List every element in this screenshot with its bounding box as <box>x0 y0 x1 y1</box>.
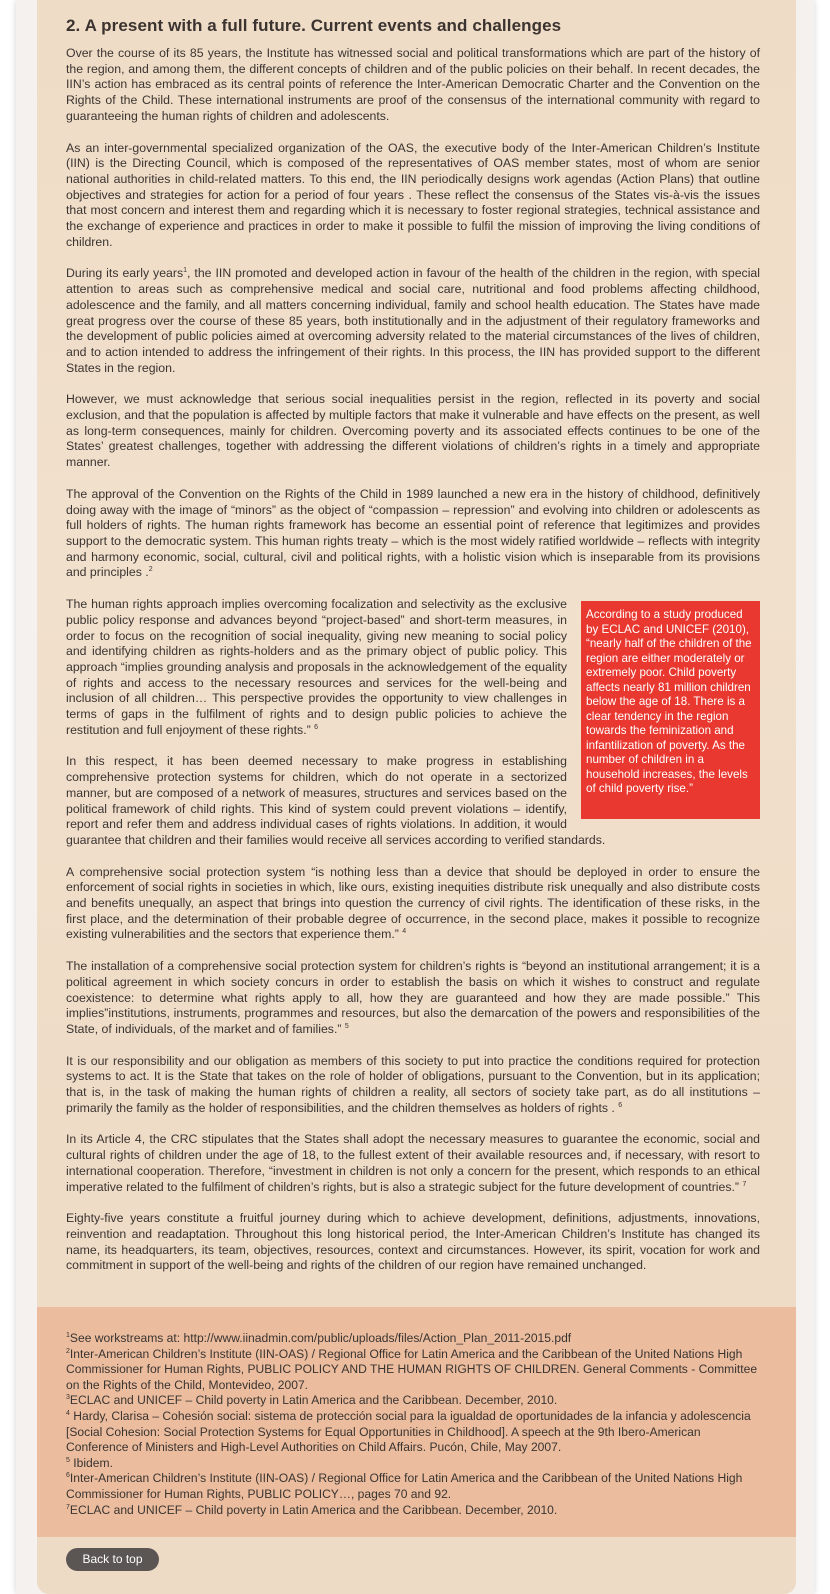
paragraph-3 <box>66 266 760 376</box>
footnote-5 <box>66 1456 760 1472</box>
footnote-6 <box>66 1471 760 1502</box>
paragraph-4: However, we must acknowledge that serious social inequalities persist in the region, reflected in its poverty and social exclusion, and that the population is affected by multiple factors that make it vulnerable and have effects on the present, as well as long-term consequences, mainly for children. Overcoming poverty and its associated effects continues to be one of the States’ greatest challenges, together with addressing the different violations of children’s rights in a timely and appropriate manner. <box>66 392 760 470</box>
footnote-ref-6a[interactable]: 6 <box>314 723 319 731</box>
footnote-ref-2[interactable]: 2 <box>148 566 153 574</box>
paragraph-11-text: In its Article 4, the CRC stipulates that the States shall adopt the necessary measures to guarantee the economic, social and cultural rights of children under the age of 18, to the fullest extent of their available resources and, if necessary, with resort to international cooperation. Therefore, “investment in children is not only a concern for the present, which responds to an ethical imperative related to the fulfilment of children’s rights, but is also a strategic subject for the future development of countries.” <box>66 1132 760 1194</box>
footnotes-panel <box>37 1307 796 1537</box>
footnote-text: See workstreams at: http://www.iinadmin.com/public/uploads/files/Action_Plan_2011-2015.pdf <box>69 1331 572 1345</box>
footnote-text: ECLAC and UNICEF – Child poverty in Latin America and the Caribbean. December, 2010. <box>69 1393 558 1408</box>
footnote-number: 1 <box>66 1331 70 1339</box>
footnote-4 <box>66 1409 760 1456</box>
paragraph-2: As an inter-governmental specialized organization of the OAS, the executive body of the Inter-American Children’s Institute (IIN) is the Directing Council, which is composed of the representatives of OAS member states, most of whom are senior national authorities in child-related matters. To this end, the IIN periodically designs work agendas (Action Plans) that outline objectives and strategies for action for a period of four years . These reflect the consensus of the States vis-à-vis the issues that most concern and interest them and regarding which it is necessary to foster regional strategies, technical assistance and the exchange of experience and practices in order to make it possible to fulfil the mission of improving the living conditions of children. <box>66 140 760 249</box>
footnote-ref-5[interactable]: 5 <box>344 1022 349 1030</box>
footnotes-list <box>66 1331 760 1518</box>
paragraph-11 <box>66 1132 760 1195</box>
paragraph-10 <box>66 1054 760 1117</box>
paragraph-7: In this respect, it has been deemed necessary to make progress in establishing comprehensive protection systems for children, which do not operate in a sectorized manner, but are composed of a network of measures, structures and services based on the political framework of child rights. This kind of system could prevent violations – identify, report and refer them and address individual cases of rights violations. In addition, it would guarantee that children and their families would receive all services according to verified standards. <box>66 754 606 847</box>
callout-text: According to a study produced by ECLAC and UNICEF (2010), “nearly half of the children of the region are either moderately or extremely poor. Child poverty affects nearly 81 million children below the age of 18. There is a clear tendency in the region towards the feminization and infantilization of poverty. As the number of children in a household increases, the levels of child poverty rise.” <box>586 608 752 796</box>
paragraph-9-text: The installation of a comprehensive social protection system for children’s rights is “beyond an institutional arrangement; it is a political agreement in which society concurs in order to establish the basis on which it wishes to construct and regulate coexistence: to determine what rights apply to all, how they are guaranteed and how they are made possible.” This implies”institutions, instruments, programmes and resources, but also the demarcation of the powers and responsibilities of the State, of individuals, of the market and of families.” <box>66 959 760 1036</box>
footnote-number: 4 <box>66 1409 70 1417</box>
footnote-3 <box>66 1393 760 1409</box>
footnote-2 <box>66 1347 760 1394</box>
footnote-ref-7[interactable]: 7 <box>742 1180 747 1188</box>
callout-box <box>581 601 760 819</box>
footnote-number: 6 <box>66 1472 70 1480</box>
footnote-number: 3 <box>66 1394 70 1402</box>
paragraph-5-text: The approval of the Convention on the Rights of the Child in 1989 launched a new era in the history of childhood, definitively doing away with the image of “minors” as the object of “compassion – repression” and evolving into children or adolescents as full holders of rights. The human rights framework has become an essential point of reference that legitimizes and provides support to the democratic system. This human rights treaty – which is the most widely ratified worldwide – reflects with integrity and harmony economic, social, cultural, civil and political rights, with a holistic vision which is inseparable from its provisions and principles . <box>66 486 760 580</box>
footnote-number: 2 <box>66 1347 70 1355</box>
paragraph-8-text: A comprehensive social protection system “is nothing less than a device that should be deployed in order to ensure the enforcement of social rights in societies in which, like ours, existing inequities distribute risk unequally and also distribute costs and benefits unequally, an aspect that brings into question the currency of civil rights. The identification of these risks, in the first place, and the determination of their probable degree of occurrence, in the second place, makes it possible to recognize existing vulnerabilities and the sectors that experience them.” <box>66 864 760 942</box>
footnote-text: ECLAC and UNICEF – Child poverty in Latin America and the Caribbean. December, 2010. <box>69 1502 558 1517</box>
paragraph-12: Eighty-five years constitute a fruitful journey during which to achieve development, definitions, adjustments, innovations, reinvention and readaptation. Throughout this long historical period, the Inter-American Children’s Institute has changed its name, its headquarters, its team, objectives, resources, context and circumstances. However, its spirit, vocation for work and commitment in support of the well-being and rights of the children of our region have remained unchanged. <box>66 1211 760 1273</box>
section-title: 2. A present with a full future. Current events and challenges <box>66 16 562 35</box>
paragraph-1: Over the course of its 85 years, the Institute has witnessed social and political transformations which are part of the history of the region, and among them, the different concepts of children and of the public policies on their behalf. In recent decades, the IIN’s action has embraced as its central points of reference the Inter-American Democratic Charter and the Convention on the Rights of the Child. These international instruments are proof of the consensus of the international community with regard to guaranteeing the human rights of children and adolescents. <box>66 46 760 123</box>
footnote-text: Inter-American Children’s Institute (IIN-OAS) / Regional Office for Latin America and the Caribbean of the United Nations High Commissioner for Human Rights, PUBLIC POLICY…, pages 70 and 92. <box>66 1471 743 1501</box>
footnote-text: Ibidem. <box>69 1455 113 1470</box>
footnote-7 <box>66 1503 760 1519</box>
paragraph-9 <box>66 959 760 1038</box>
footnote-text: Inter-American Children’s Institute (IIN-OAS) / Regional Office for Latin America and the Caribbean of the United Nations High Commissioner for Human Rights, PUBLIC POLICY AND THE HUMAN RIGHTS OF CHILDREN. General Comments - Committee on the Rights of the Child, Montevideo, 2007. <box>66 1346 758 1392</box>
paragraph-10-text: It is our responsibility and our obligation as members of this society to put into practice the conditions required for protection systems to act. It is the State that takes on the role of holder of obligations, pursuant to the Convention, but in its application; that is, in the task of making the human rights of children a reality, all sectors of society take part, as do all institutions – primarily the family as the holder of responsibilities, and the children themselves as holders of rights . <box>66 1053 760 1115</box>
footnote-number: 5 <box>66 1456 70 1464</box>
footnote-1 <box>66 1331 760 1347</box>
footnote-ref-6b[interactable]: 6 <box>618 1101 623 1109</box>
footnote-number: 7 <box>66 1503 70 1511</box>
footnote-text: Hardy, Clarisa – Cohesión social: sistema de protección social para la igualdad de oportunidades de la infancia y adolescencia [Social Cohesion: Social Protection Systems for Equal Opportunities in Childhood]. A speech at the 9th Ibero-American Conference of Ministers and High-Level Authorities on Child Affairs. Pucón, Chile, May 2007. <box>66 1408 751 1455</box>
back-to-top-button[interactable]: Back to top <box>66 1548 159 1571</box>
footnote-ref-1[interactable]: 1 <box>183 267 188 275</box>
paragraph-3-rest: , the IIN promoted and developed action in favour of the health of the children in the region, with special attention to areas such as comprehensive medical and social care, nutritional and food problems affecting childhood, adolescence and the family, and all matters concerning individual, family and school health education. The States have made great progress over the course of these 85 years, both institutionally and in the adjustment of their regulatory frameworks and the development of public policies aimed at overcoming adversity related to the material circumstances of the lives of children, and to action intended to address the infringement of their rights. In this process, the IIN has provided support to the different States in the region. <box>66 266 760 375</box>
article-body <box>66 16 760 1290</box>
paragraph-8 <box>66 865 760 944</box>
footnote-ref-4[interactable]: 4 <box>402 928 407 936</box>
paragraph-6-text: The human rights approach implies overcoming focalization and selectivity as the exclusive public policy response and advances beyond “project-based” and short-term measures, in order to focus on the recognition of social inequality, giving new meaning to social policy and identifying children as rights-holders and as the primary object of public policy. This approach “implies grounding analysis and proposals in the acknowledgement of the equality of rights and access to the necessary resources and services for the well-being and inclusion of all children… This perspective provides the opportunity to view challenges in terms of gaps in the fulfilment of rights and to design public policies to achieve the restitution and full enjoyment of these rights.” <box>66 597 567 737</box>
paragraph-5 <box>66 487 760 581</box>
paragraph-3-start: During its early years <box>66 266 184 281</box>
